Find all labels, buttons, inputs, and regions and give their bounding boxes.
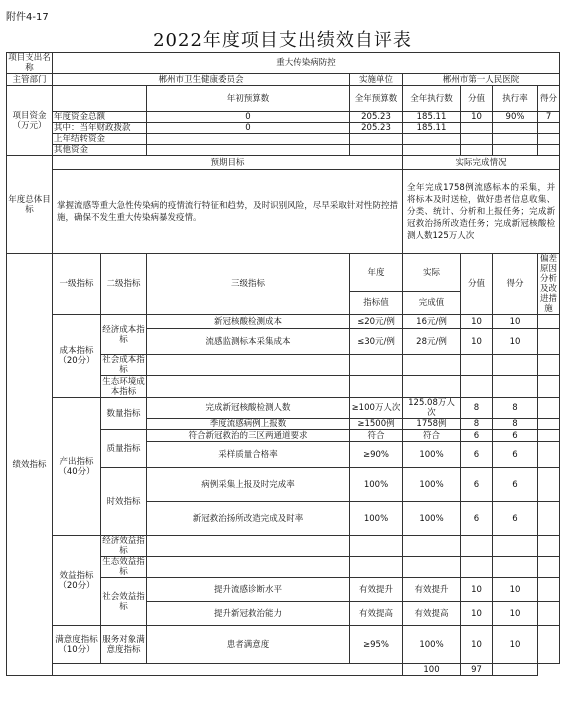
reason-cell [538, 329, 560, 355]
target-value: ≤30元/例 [350, 329, 403, 355]
target-value: ≤20元/例 [350, 315, 403, 329]
actual-value: 1758例 [403, 419, 461, 430]
actual-value: 有效提高 [403, 602, 461, 626]
funds-header-blank [53, 86, 147, 112]
actual-value: 100% [403, 442, 461, 468]
col-rate: 执行率 [493, 86, 538, 112]
h-target: 指标值 [350, 292, 403, 315]
actual-value: 符合 [403, 430, 461, 442]
actual-result-label: 实际完成情况 [403, 156, 560, 170]
h-level1: 一级指标 [53, 254, 101, 315]
level1-indicator: 成本指标（20分） [53, 315, 101, 398]
target-value: ≥1500例 [350, 419, 403, 430]
funds-get [538, 145, 560, 156]
col-full-budget: 全年预算数 [350, 86, 403, 112]
get-value: 10 [493, 602, 538, 626]
reason-cell [538, 355, 560, 376]
get-value: 6 [493, 468, 538, 502]
actual-value: 100% [403, 502, 461, 536]
level3-indicator [147, 557, 350, 578]
level3-indicator [147, 355, 350, 376]
funds-rate: 90% [493, 112, 538, 123]
reason-cell [538, 419, 560, 430]
level3-indicator: 患者满意度 [147, 626, 350, 664]
project-name-label: 项目支出名称 [8, 53, 51, 73]
target-value: 符合 [350, 430, 403, 442]
dept-value: 郴州市卫生健康委员会 [53, 74, 350, 86]
h-level2: 二级指标 [101, 254, 147, 315]
total-get: 97 [461, 664, 493, 676]
score-value [461, 355, 493, 376]
get-value: 8 [493, 419, 538, 430]
reason-cell [538, 430, 560, 442]
actual-value [403, 355, 461, 376]
reason-cell [538, 557, 560, 578]
score-value: 10 [461, 602, 493, 626]
funds-rate [493, 134, 538, 145]
score-value [461, 376, 493, 398]
reason-cell [538, 315, 560, 329]
score-value: 8 [461, 398, 493, 419]
get-value: 6 [493, 430, 538, 442]
funds-get: 7 [538, 112, 560, 123]
score-value: 10 [461, 329, 493, 355]
actual-value [403, 536, 461, 557]
get-value: 8 [493, 398, 538, 419]
total-blank [53, 664, 403, 676]
level3-indicator: 新冠救治扬所改造完成及时率 [147, 502, 350, 536]
total-reason [493, 664, 538, 676]
level2-indicator: 数量指标 [101, 398, 147, 430]
get-value: 6 [493, 502, 538, 536]
score-value: 8 [461, 419, 493, 430]
reason-cell [538, 376, 560, 398]
h-score: 分值 [461, 254, 493, 315]
level3-indicator: 病例采集上报及时完成率 [147, 468, 350, 502]
funds-get [538, 123, 560, 134]
evaluation-table [6, 52, 560, 676]
reason-cell [538, 502, 560, 536]
level3-indicator: 提升流感诊断水平 [147, 578, 350, 602]
get-value [493, 355, 538, 376]
funds-row-label: 年度资金总额 [53, 112, 147, 123]
score-value [461, 557, 493, 578]
target-value [350, 536, 403, 557]
col-initial-budget: 年初预算数 [147, 86, 350, 112]
funds-full [350, 134, 403, 145]
score-value: 10 [461, 626, 493, 664]
funds-get [538, 134, 560, 145]
unit-value: 郴州市第一人民医院 [403, 74, 560, 86]
target-value: 有效提高 [350, 602, 403, 626]
level3-indicator [147, 536, 350, 557]
get-value [493, 536, 538, 557]
funds-exec [403, 145, 461, 156]
h-get: 得分 [493, 254, 538, 315]
funds-full [350, 145, 403, 156]
funds-exec [403, 134, 461, 145]
funds-initial [147, 145, 350, 156]
target-value: 100% [350, 468, 403, 502]
h-level3: 三级指标 [147, 254, 350, 315]
score-value: 6 [461, 502, 493, 536]
level3-indicator [147, 376, 350, 398]
funds-full: 205.23 [350, 112, 403, 123]
level3-indicator: 提升新冠救治能力 [147, 602, 350, 626]
target-value: ≥90% [350, 442, 403, 468]
reason-cell [538, 536, 560, 557]
funds-row-label: 其他资金 [53, 145, 147, 156]
level1-indicator: 产出指标（40分） [53, 398, 101, 536]
reason-cell [538, 578, 560, 602]
funds-exec: 185.11 [403, 123, 461, 134]
level1-indicator: 效益指标（20分） [53, 536, 101, 626]
target-value: 有效提升 [350, 578, 403, 602]
score-value [461, 536, 493, 557]
target-value: 100% [350, 502, 403, 536]
level3-indicator: 新冠核酸检测成本 [147, 315, 350, 329]
get-value: 6 [493, 442, 538, 468]
funds-row-label: 其中：当年财政拨款 [53, 123, 147, 134]
funds-score: 10 [461, 112, 493, 123]
h-actual: 实际 [403, 254, 461, 292]
funds-rate [493, 145, 538, 156]
funds-row-label: 上年结转资金 [53, 134, 147, 145]
level2-indicator: 社会成本指标 [102, 355, 145, 375]
h-year: 年度 [350, 254, 403, 292]
target-value: ≥100万人次 [350, 398, 403, 419]
actual-value: 28元/例 [403, 329, 461, 355]
actual-result-text: 全年完成1758例流感标本的采集，并将标本及时送检，做好患者信息收集、分类、统计、分析和上报任务；完成新冠救治扬所改造任务；完成新冠核酸检测人数125万人次 [403, 170, 560, 254]
funds-initial [147, 134, 350, 145]
level1-indicator: 满意度指标（10分） [53, 626, 101, 664]
get-value: 10 [493, 578, 538, 602]
funds-score [461, 123, 493, 134]
unit-label: 实施单位 [350, 74, 403, 86]
dept-label: 主管部门 [7, 74, 53, 86]
target-value [350, 557, 403, 578]
funds-section-label: 项目资金（万元） [7, 86, 53, 156]
actual-value [403, 376, 461, 398]
goals-section-label: 年度总体目标 [7, 156, 53, 254]
level3-indicator: 流感监测标本采集成本 [147, 329, 350, 355]
total-score: 100 [403, 664, 461, 676]
reason-cell [538, 602, 560, 626]
expected-goal-text: 掌握流感等重大急性传染病的疫情流行特征和趋势，及时识别风险，尽早采取针对性防控措施，确保不发生重大传染病暴发疫情。 [53, 170, 403, 254]
level2-indicator: 经济效益指标 [102, 536, 145, 556]
perf-section-label: 绩效指标 [7, 254, 53, 676]
page-title: 2022年度项目支出绩效自评表 [153, 30, 412, 51]
h-reason: 偏差原因分析及改进措施 [538, 254, 560, 315]
actual-value: 100% [403, 468, 461, 502]
get-value: 10 [493, 315, 538, 329]
score-value: 10 [461, 315, 493, 329]
actual-value: 100% [403, 626, 461, 664]
get-value [493, 557, 538, 578]
col-exec: 全年执行数 [403, 86, 461, 112]
target-value [350, 355, 403, 376]
project-name-value: 重大传染病防控 [53, 53, 560, 74]
actual-value: 125.08万人次 [403, 398, 461, 419]
reason-cell [538, 468, 560, 502]
funds-initial: 0 [147, 112, 350, 123]
funds-initial: 0 [147, 123, 350, 134]
reason-cell [538, 442, 560, 468]
actual-value: 有效提升 [403, 578, 461, 602]
level2-indicator: 时效指标 [101, 468, 147, 536]
get-value: 10 [493, 626, 538, 664]
level3-indicator: 符合新冠救治的三区两通道要求 [147, 430, 350, 442]
score-value: 6 [461, 442, 493, 468]
reason-cell [538, 398, 560, 419]
level2-indicator: 质量指标 [101, 430, 147, 468]
expected-goal-label: 预期目标 [53, 156, 403, 170]
col-score: 分值 [461, 86, 493, 112]
funds-exec: 185.11 [403, 112, 461, 123]
reason-cell [538, 626, 560, 664]
score-value: 6 [461, 430, 493, 442]
funds-full: 205.23 [350, 123, 403, 134]
attachment-label: 附件4-17 [6, 12, 49, 23]
get-value [493, 376, 538, 398]
level2-indicator: 社会效益指标 [101, 578, 147, 626]
level2-indicator: 经济成本指标 [101, 315, 147, 355]
funds-score [461, 145, 493, 156]
level3-indicator: 完成新冠核酸检测人数 [147, 398, 350, 419]
target-value: ≥95% [350, 626, 403, 664]
level2-indicator: 生态效益指标 [102, 557, 145, 577]
score-value: 10 [461, 578, 493, 602]
level3-indicator: 季度流感病例上报数 [147, 419, 350, 430]
level2-indicator: 服务对象满意度指标 [101, 626, 147, 664]
funds-rate [493, 123, 538, 134]
level3-indicator: 采样质量合格率 [147, 442, 350, 468]
get-value: 10 [493, 329, 538, 355]
actual-value [403, 557, 461, 578]
funds-score [461, 134, 493, 145]
score-value: 6 [461, 468, 493, 502]
actual-value: 16元/例 [403, 315, 461, 329]
h-done: 完成值 [403, 292, 461, 315]
col-get: 得分 [538, 86, 560, 112]
level2-indicator: 生态环境成本指标 [102, 376, 145, 397]
target-value [350, 376, 403, 398]
